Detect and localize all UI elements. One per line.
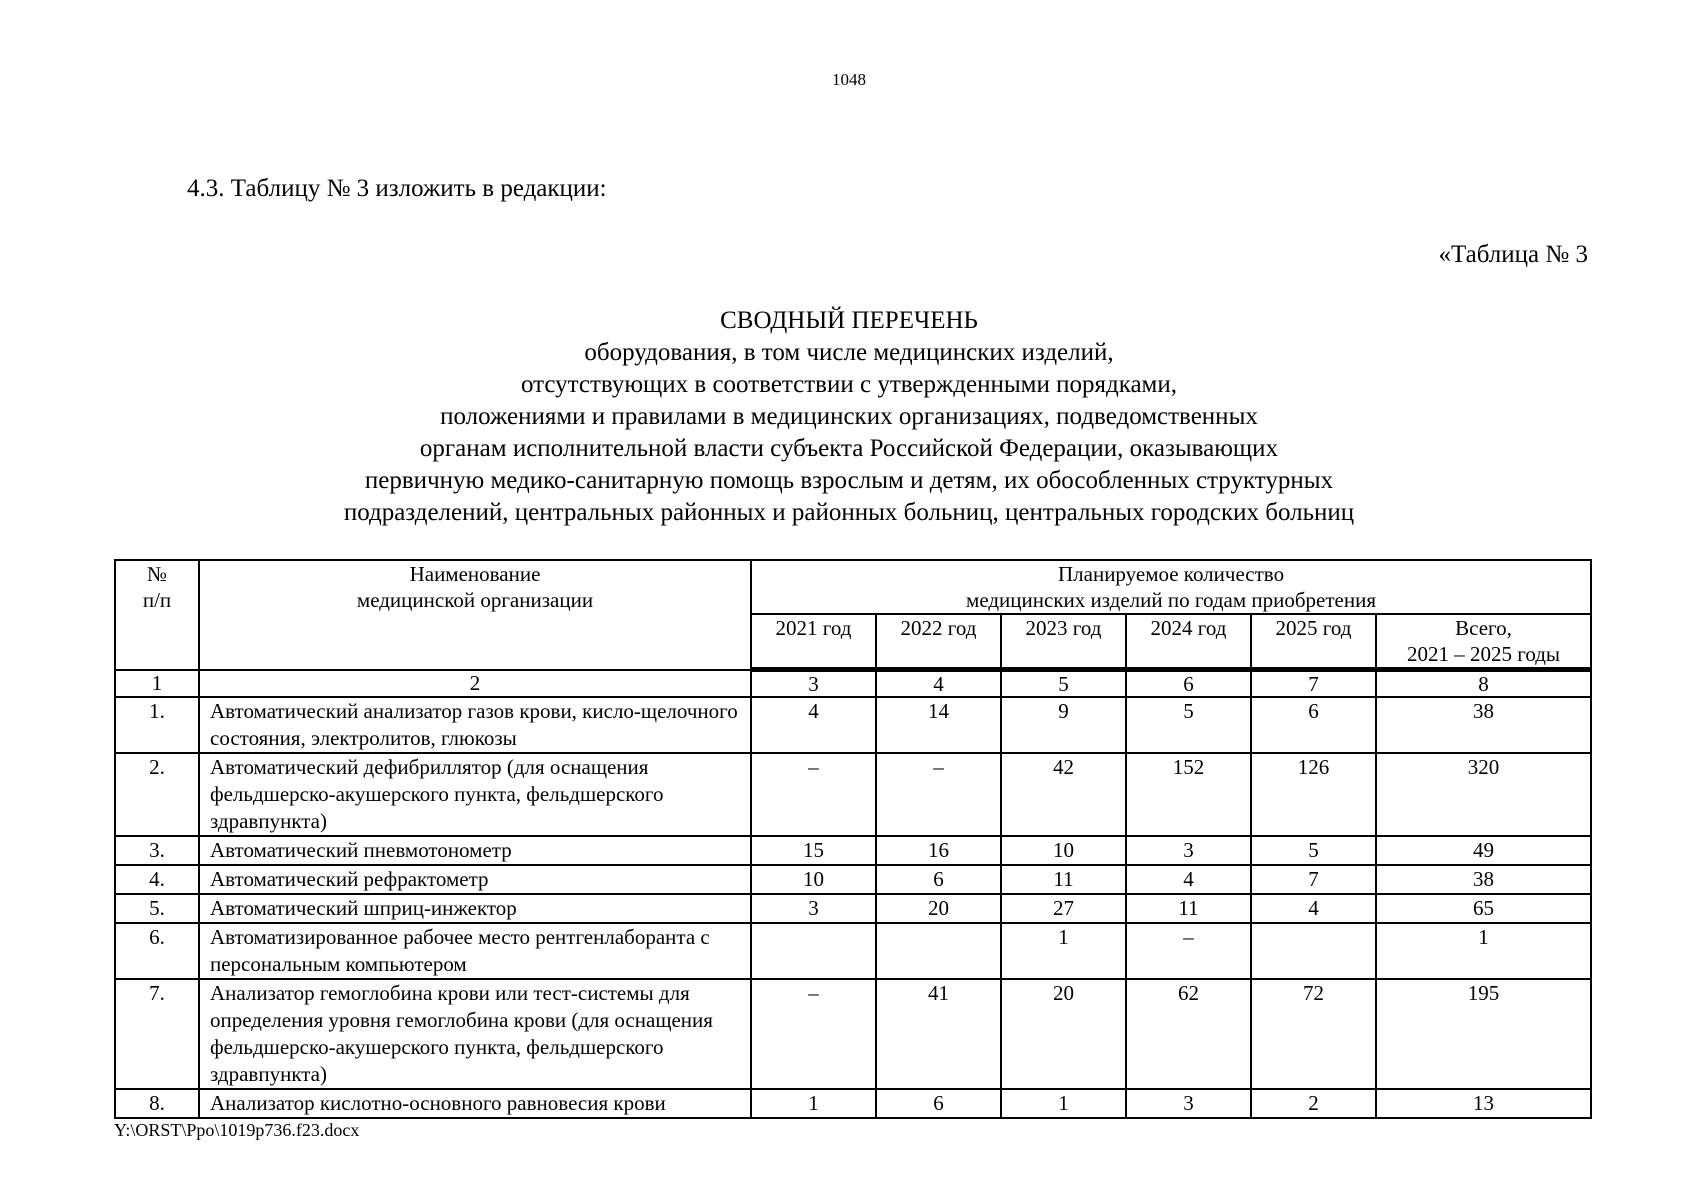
row-number: 3. (115, 836, 199, 865)
equipment-name: Анализатор гемоглобина крови или тест-системы для определения уровня гемоглобина крови (для оснащения фельдшерско-акушерского пункта, фельдшерского здравпункта) (199, 979, 751, 1089)
qty-2022 (876, 923, 1001, 979)
table-row (115, 753, 1591, 836)
qty-2024: 3 (1126, 836, 1251, 865)
equipment-name: Автоматизированное рабочее место рентгенлаборанта с персональным компьютером (199, 923, 751, 979)
qty-2025: 4 (1251, 894, 1376, 923)
qty-2024: – (1126, 923, 1251, 979)
qty-2024: 5 (1126, 697, 1251, 753)
header-planned-line2: медицинских изделий по годам приобретения (966, 588, 1377, 612)
qty-total: 38 (1376, 865, 1591, 894)
qty-2022: – (876, 753, 1001, 836)
header-year: 2022 год (876, 614, 1001, 670)
qty-2025 (1251, 923, 1376, 979)
qty-2023: 27 (1001, 894, 1126, 923)
header-name-line2: медицинской организации (356, 588, 594, 612)
equipment-name: Анализатор кислотно-основного равновесия крови (199, 1089, 751, 1118)
qty-total: 195 (1376, 979, 1591, 1089)
title-line: отсутствующих в соответствии с утвержденными порядками, (520, 371, 1178, 398)
header-num-line1: № (146, 562, 168, 586)
table-row (115, 865, 1591, 894)
header-year: 2021 год (751, 614, 876, 670)
qty-2025: 72 (1251, 979, 1376, 1089)
qty-2024: 11 (1126, 894, 1251, 923)
qty-2021: – (751, 753, 876, 836)
page-number: 1048 (832, 70, 866, 89)
qty-2021: 10 (751, 865, 876, 894)
header-name (199, 560, 751, 670)
qty-2024: 152 (1126, 753, 1251, 836)
header-total-line1: Всего, (1455, 616, 1512, 640)
qty-2021: 4 (751, 697, 876, 753)
column-number: 4 (876, 670, 1001, 698)
column-number: 2 (199, 670, 751, 698)
equipment-name: Автоматический дефибриллятор (для оснащения фельдшерско-акушерского пункта, фельдшерского здравпункта) (199, 753, 751, 836)
qty-2023: 10 (1001, 836, 1126, 865)
table-header-row (115, 560, 1591, 614)
qty-2022: 6 (876, 1089, 1001, 1118)
qty-2021: – (751, 979, 876, 1089)
row-number: 8. (115, 1089, 199, 1118)
qty-2022: 41 (876, 979, 1001, 1089)
qty-2025: 7 (1251, 865, 1376, 894)
equipment-name: Автоматический анализатор газов крови, кисло-щелочного состояния, электролитов, глюкозы (199, 697, 751, 753)
qty-2025: 126 (1251, 753, 1376, 836)
header-name-line1: Наименование (409, 562, 541, 586)
qty-2025: 2 (1251, 1089, 1376, 1118)
qty-2023: 1 (1001, 1089, 1126, 1118)
qty-2024: 62 (1126, 979, 1251, 1089)
column-number: 5 (1001, 670, 1126, 698)
footer-file-path: Y:\ORST\Ppo\1019p736.f23.docx (114, 1120, 360, 1140)
qty-total: 13 (1376, 1089, 1591, 1118)
qty-2024: 3 (1126, 1089, 1251, 1118)
title-line: оборудования, в том числе медицинских изделий, (584, 339, 1114, 366)
title-line: положениями и правилами в медицинских организациях, подведомственных (440, 403, 1258, 430)
column-number-row (115, 670, 1591, 698)
qty-2023: 20 (1001, 979, 1126, 1089)
instruction-text: 4.3. Таблицу № 3 изложить в редакции: (187, 175, 607, 202)
column-number: 6 (1126, 670, 1251, 698)
title-line: подразделений, центральных районных и районных больниц, центральных городских больниц (343, 499, 1355, 526)
row-number: 1. (115, 697, 199, 753)
table-label: «Таблица № 3 (1438, 241, 1588, 268)
row-number: 2. (115, 753, 199, 836)
qty-total: 320 (1376, 753, 1591, 836)
qty-2022: 16 (876, 836, 1001, 865)
qty-2021: 3 (751, 894, 876, 923)
qty-2021: 15 (751, 836, 876, 865)
qty-2023: 1 (1001, 923, 1126, 979)
qty-2023: 11 (1001, 865, 1126, 894)
qty-2022: 14 (876, 697, 1001, 753)
qty-2023: 9 (1001, 697, 1126, 753)
qty-2022: 6 (876, 865, 1001, 894)
qty-2023: 42 (1001, 753, 1126, 836)
equipment-name: Автоматический пневмотонометр (199, 836, 751, 865)
qty-2022: 20 (876, 894, 1001, 923)
table-row (115, 697, 1591, 753)
table-row (115, 894, 1591, 923)
table-row (115, 979, 1591, 1089)
title-line: первичную медико-санитарную помощь взрослым и детям, их обособленных структурных (364, 467, 1334, 494)
qty-2025: 6 (1251, 697, 1376, 753)
equipment-table (114, 559, 1592, 1119)
column-number: 3 (751, 670, 876, 698)
qty-total: 49 (1376, 836, 1591, 865)
table-row (115, 1089, 1591, 1118)
header-year: 2025 год (1251, 614, 1376, 670)
row-number: 6. (115, 923, 199, 979)
header-year: 2024 год (1126, 614, 1251, 670)
title-line: органам исполнительной власти субъекта Российской Федерации, оказывающих (419, 435, 1279, 462)
table-row (115, 836, 1591, 865)
header-total (1376, 614, 1591, 670)
header-planned-line1: Планируемое количество (1057, 562, 1285, 586)
qty-2024: 4 (1126, 865, 1251, 894)
row-number: 7. (115, 979, 199, 1089)
qty-2021 (751, 923, 876, 979)
equipment-name: Автоматический шприц-инжектор (199, 894, 751, 923)
table-row (115, 923, 1591, 979)
equipment-name: Автоматический рефрактометр (199, 865, 751, 894)
qty-total: 38 (1376, 697, 1591, 753)
document-title (0, 305, 1698, 529)
row-number: 4. (115, 865, 199, 894)
header-year: 2023 год (1001, 614, 1126, 670)
qty-2021: 1 (751, 1089, 876, 1118)
column-number: 8 (1376, 670, 1591, 698)
row-number: 5. (115, 894, 199, 923)
qty-2025: 5 (1251, 836, 1376, 865)
header-num (115, 560, 199, 670)
header-planned (751, 560, 1591, 614)
header-num-line2: п/п (142, 588, 172, 612)
column-number: 7 (1251, 670, 1376, 698)
column-number: 1 (115, 670, 199, 698)
title-heading: СВОДНЫЙ ПЕРЕЧЕНЬ (720, 307, 978, 334)
qty-total: 1 (1376, 923, 1591, 979)
qty-total: 65 (1376, 894, 1591, 923)
header-total-line2: 2021 – 2025 годы (1407, 642, 1561, 666)
